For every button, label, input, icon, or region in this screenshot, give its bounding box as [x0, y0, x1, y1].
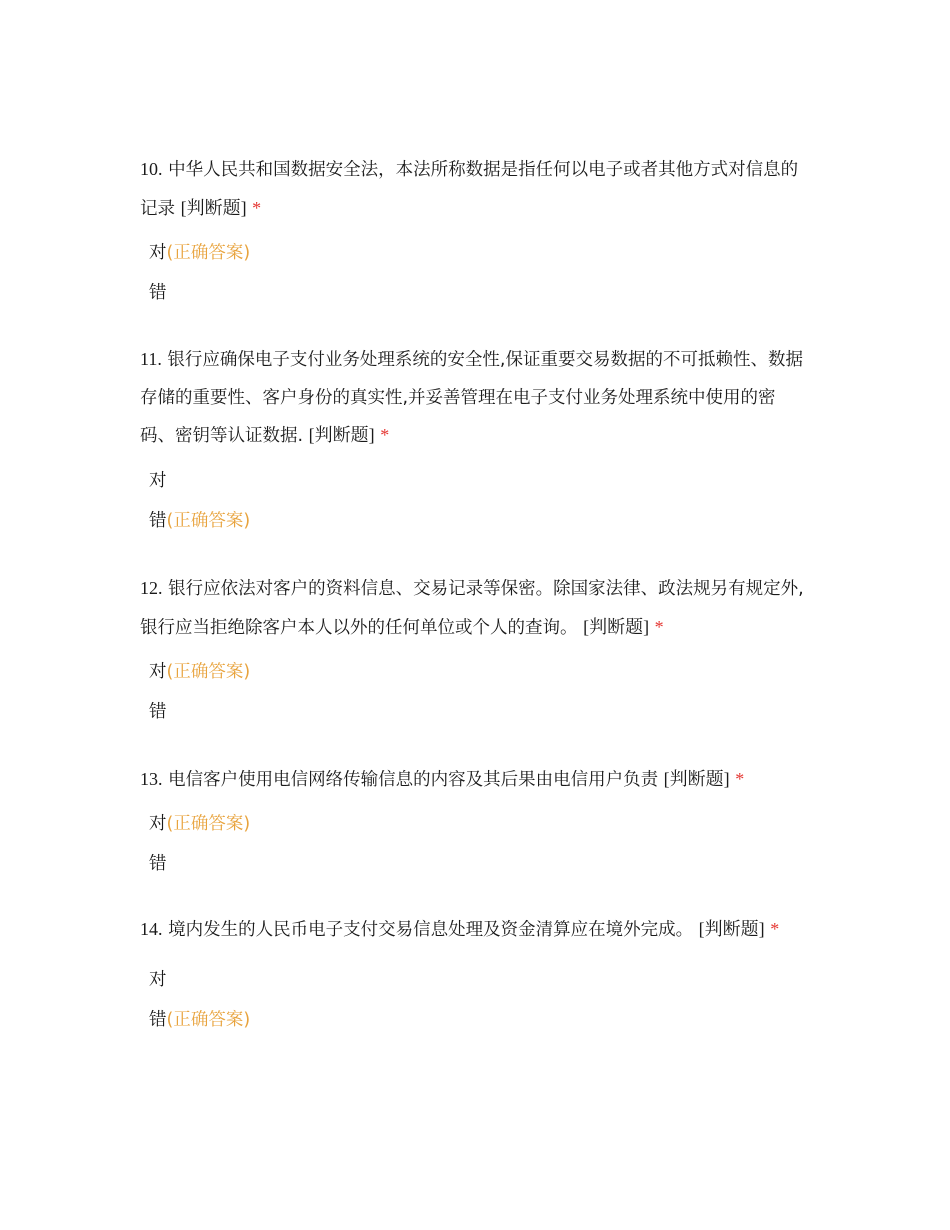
- option-label: 对: [149, 813, 167, 834]
- correct-answer-tag: (正确答案): [166, 243, 251, 263]
- option-true[interactable]: [149, 804, 805, 844]
- question-gap: [140, 732, 805, 760]
- option-label: 对: [149, 243, 167, 263]
- option-list: [149, 960, 805, 1040]
- option-false[interactable]: [149, 1000, 805, 1040]
- question-text: 银行应确保电子支付业务处理系统的安全性,保证重要交易数据的不可抵赖性、数据存储的重要性、客户身份的真实性,并妥善管理在电子支付业务处理系统中使用的密码、密钥等认证数据.: [140, 350, 803, 446]
- question-text: 中华人民共和国数据安全法，本法所称数据是指任何以电子或者其他方式对信息的记录: [140, 160, 799, 219]
- option-label: 错: [149, 283, 167, 303]
- option-label: 对: [149, 470, 167, 491]
- question-title: [140, 569, 805, 647]
- question-number: 10.: [140, 159, 163, 179]
- question-type: [判断题]: [698, 918, 765, 939]
- correct-answer-tag: (正确答案): [166, 510, 251, 531]
- question-type: [判断题]: [583, 616, 650, 637]
- option-list: [149, 461, 805, 541]
- option-label: 对: [149, 969, 167, 990]
- question-text: 境内发生的人民币电子支付交易信息处理及资金清算应在境外完成。: [168, 919, 694, 940]
- question-number: 14.: [140, 918, 163, 939]
- option-label: 对: [149, 661, 167, 682]
- option-false[interactable]: [149, 273, 805, 313]
- option-true[interactable]: [149, 233, 805, 273]
- question-text: 银行应依法对客户的资料信息、交易记录等保密。除国家法律、政法规另有规定外,银行应当拒绝除客户本人以外的任何单位或个人的查询。: [140, 578, 804, 638]
- survey-answer-sheet: [140, 150, 805, 1040]
- question-gap: [140, 541, 805, 569]
- option-list: [149, 233, 805, 313]
- option-label: 错: [149, 510, 167, 531]
- option-list: [149, 804, 805, 884]
- option-false[interactable]: [149, 844, 805, 884]
- option-label: 错: [149, 1009, 167, 1030]
- question-text: 电信客户使用电信网络传输信息的内容及其后果由电信用户负责: [168, 769, 659, 790]
- question-13: [140, 760, 805, 884]
- option-true[interactable]: [149, 461, 805, 501]
- question-10: [140, 150, 805, 313]
- question-type: [判断题]: [308, 425, 375, 445]
- option-label: 错: [149, 853, 167, 874]
- question-gap: [140, 313, 805, 341]
- required-mark: *: [654, 616, 664, 637]
- option-label: 错: [149, 701, 167, 722]
- question-11: [140, 341, 805, 541]
- question-14: [140, 912, 805, 1040]
- question-type: [判断题]: [663, 768, 730, 789]
- option-false[interactable]: [149, 501, 805, 541]
- question-12: [140, 569, 805, 732]
- correct-answer-tag: (正确答案): [166, 661, 251, 682]
- question-number: 12.: [140, 577, 163, 598]
- correct-answer-tag: (正确答案): [166, 1009, 251, 1030]
- option-true[interactable]: [149, 652, 805, 692]
- question-number: 13.: [140, 768, 163, 789]
- question-title: [140, 912, 805, 947]
- question-type: [判断题]: [180, 198, 247, 218]
- option-true[interactable]: [149, 960, 805, 1000]
- correct-answer-tag: (正确答案): [166, 813, 251, 834]
- required-mark: *: [770, 918, 780, 939]
- required-mark: *: [735, 768, 745, 789]
- question-title: [140, 341, 805, 456]
- question-gap: [140, 884, 805, 912]
- option-false[interactable]: [149, 692, 805, 732]
- required-mark: *: [380, 425, 390, 445]
- required-mark: *: [252, 198, 262, 218]
- option-list: [149, 652, 805, 732]
- question-number: 11.: [140, 349, 162, 369]
- question-title: [140, 150, 805, 228]
- question-title: [140, 760, 805, 799]
